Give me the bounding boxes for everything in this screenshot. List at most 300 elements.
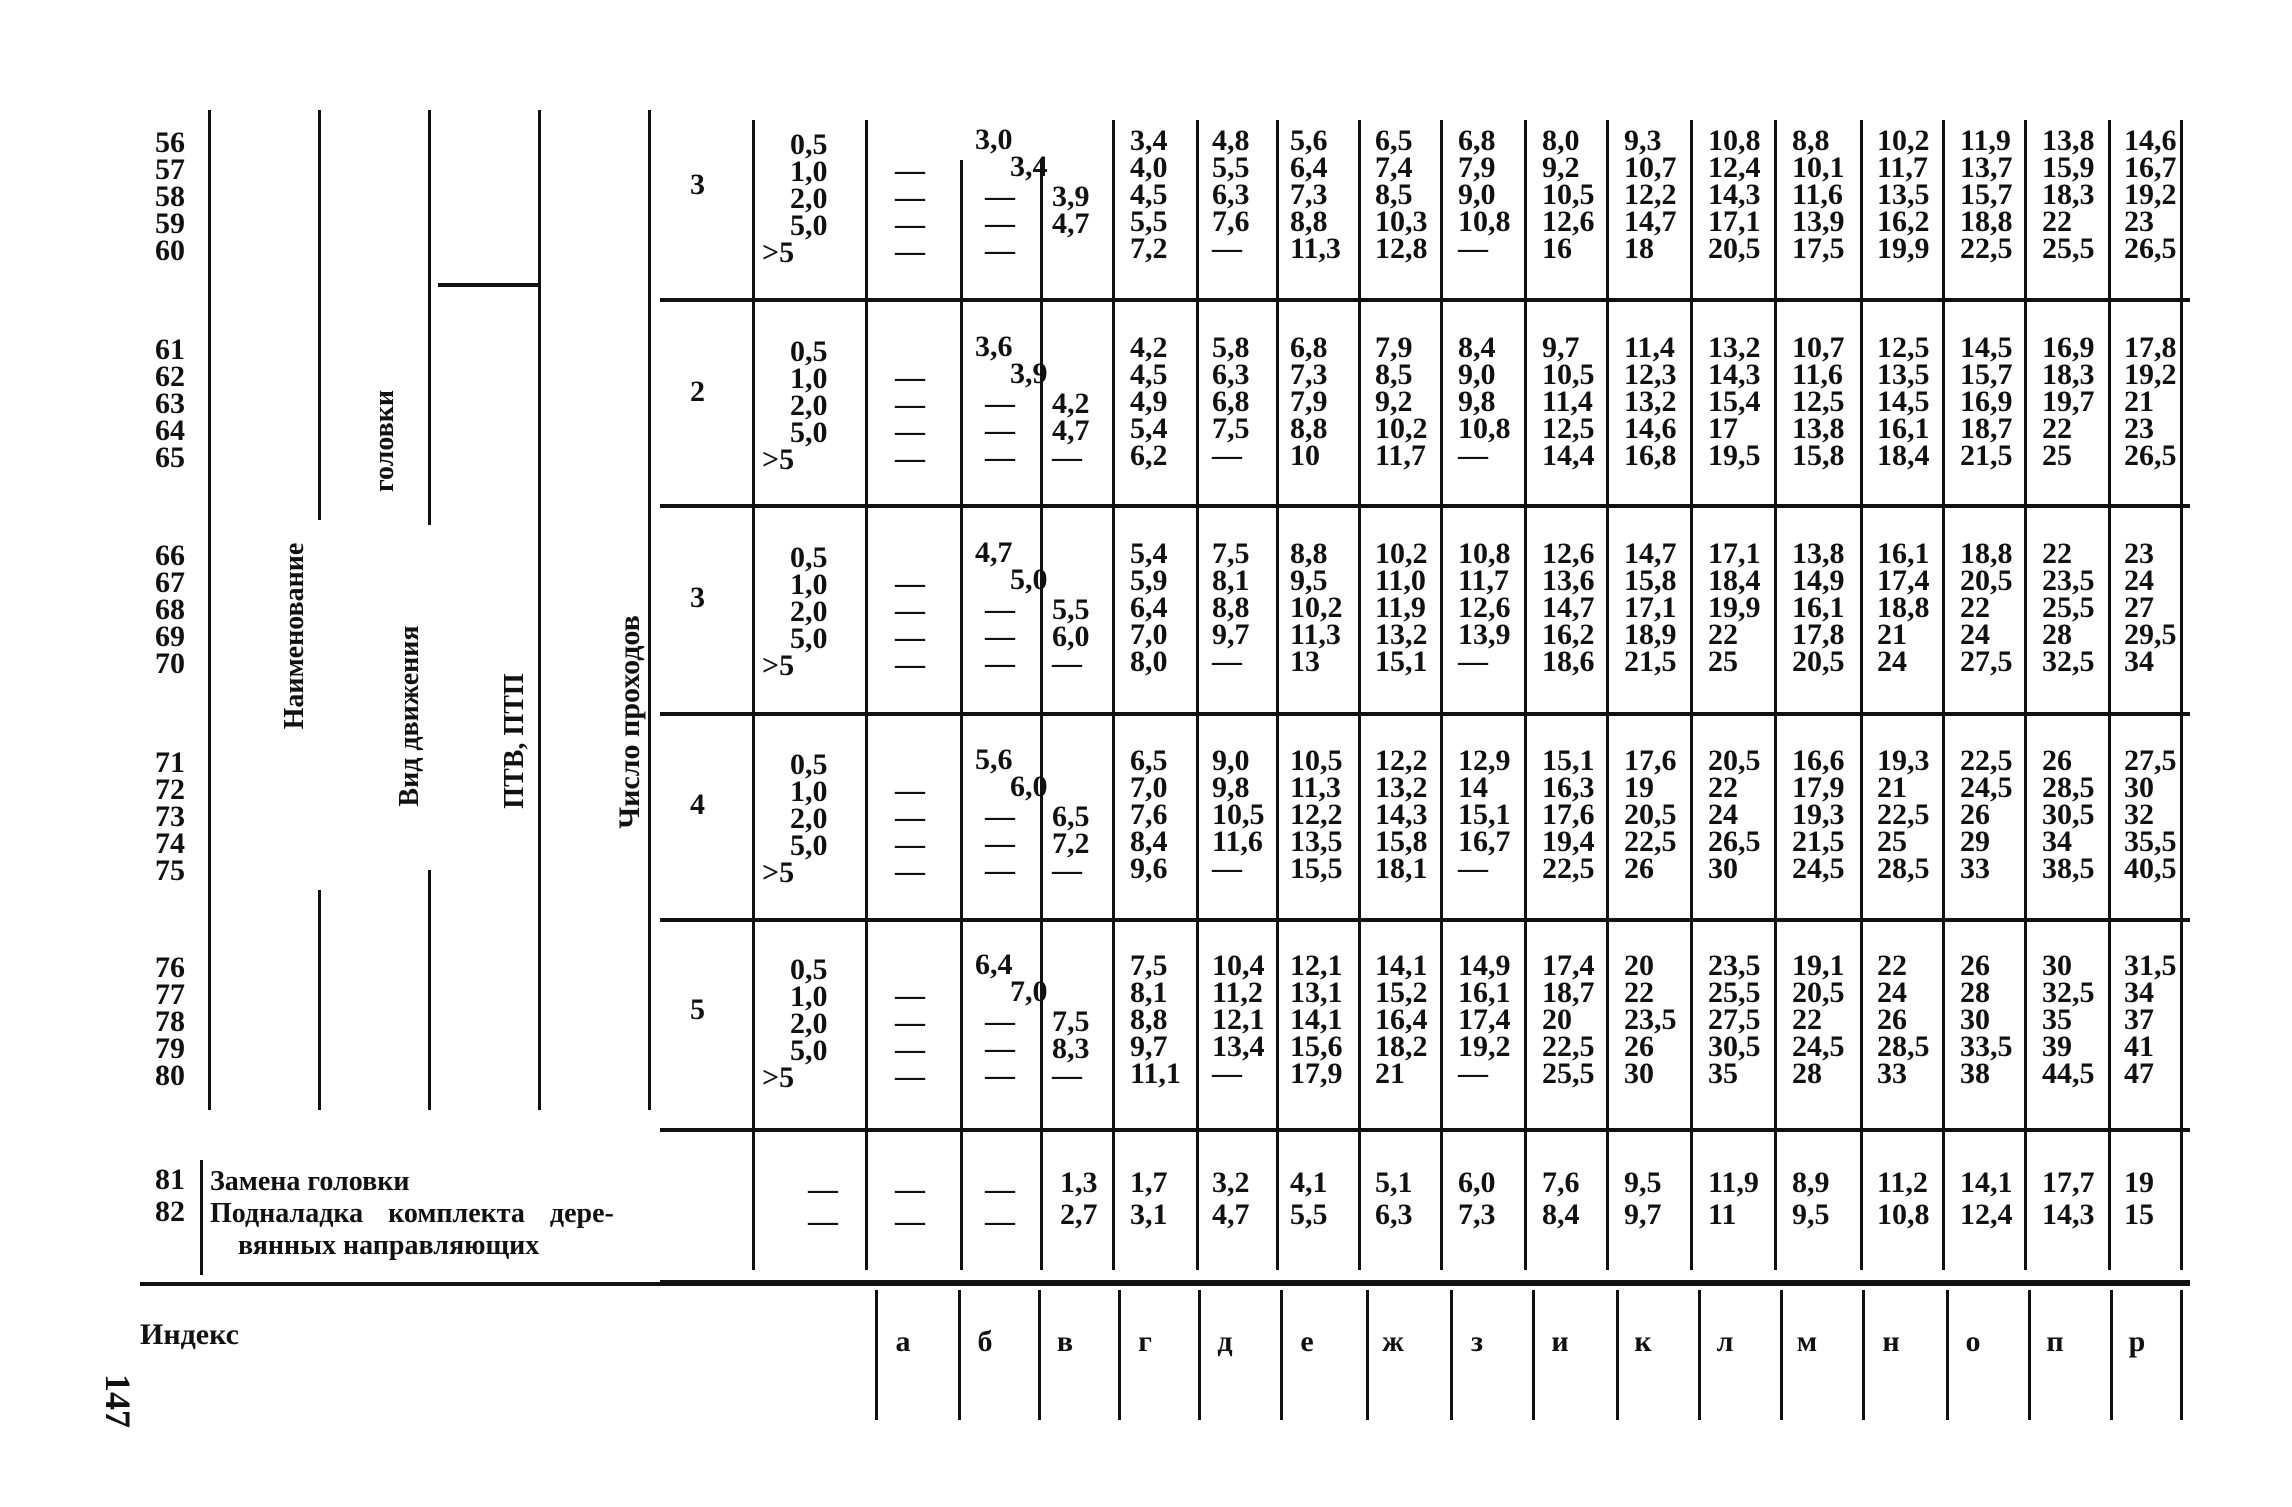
table-cell: 22,5	[1542, 1030, 1595, 1063]
index-letter: е	[1300, 1325, 1314, 1358]
column-rule	[1276, 120, 1279, 1270]
table-cell: 13,2	[1375, 618, 1428, 651]
index-column-rule	[1038, 1290, 1041, 1420]
extra-cell: 9,7	[1624, 1198, 1662, 1231]
param-value: >5	[762, 443, 795, 476]
table-cell: 15,8	[1375, 825, 1428, 858]
table-cell: 33,5	[1960, 1030, 2013, 1063]
row-number: 63	[155, 387, 185, 420]
group-separator	[660, 298, 2190, 302]
table-cell: 7,4	[1375, 151, 1413, 184]
params-rule	[752, 120, 755, 1270]
table-cell: 21	[1877, 618, 1907, 651]
table-cell: 6,3	[1212, 178, 1250, 211]
table-cell: 11,7	[1877, 151, 1928, 184]
extra-cell: 19	[2124, 1166, 2154, 1199]
dash-b: —	[985, 234, 1015, 267]
table-cell: —	[1212, 232, 1242, 265]
extra-cell: 7,3	[1458, 1198, 1496, 1231]
table-cell: 7,9	[1458, 151, 1496, 184]
table-cell: 12,5	[1792, 385, 1845, 418]
table-cell: 34	[2042, 825, 2072, 858]
dash-b: —	[985, 647, 1015, 680]
table-cell: 11,9	[1375, 591, 1426, 624]
index-label: Индекс	[140, 1318, 239, 1351]
table-cell: 7,6	[1130, 798, 1168, 831]
row-number: 62	[155, 360, 185, 393]
table-cell: 13,9	[1458, 618, 1511, 651]
table-cell: 20,5	[1960, 564, 2013, 597]
table-cell: 12,8	[1375, 232, 1428, 265]
index-letter: з	[1470, 1325, 1484, 1358]
table-cell: 13,2	[1375, 771, 1428, 804]
table-cell: 12,2	[1290, 798, 1343, 831]
extra-dash: —	[808, 1205, 838, 1238]
extra-cell: 6,0	[1458, 1166, 1496, 1199]
table-cell: 37	[2124, 1003, 2154, 1036]
extra-cell: 5,1	[1375, 1166, 1413, 1199]
index-letter: о	[1965, 1325, 1981, 1358]
column-rule	[1690, 120, 1693, 1270]
table-cell: 19,4	[1542, 825, 1595, 858]
table-cell: 9,7	[1130, 1030, 1168, 1063]
table-cell: 16,3	[1542, 771, 1595, 804]
value-v: 3,9	[1052, 180, 1090, 213]
table-cell: 25,5	[2042, 591, 2095, 624]
table-cell: 5,5	[1212, 151, 1250, 184]
index-column-rule	[1862, 1290, 1865, 1420]
table-cell: 17,4	[1877, 564, 1930, 597]
param-value: 2,0	[790, 802, 828, 835]
table-cell: 22,5	[1960, 232, 2013, 265]
value-v: 6,0	[1052, 620, 1090, 653]
row-number: 65	[155, 441, 185, 474]
table-cell: 7,0	[1130, 771, 1168, 804]
param-value: 2,0	[790, 595, 828, 628]
table-cell: 4,9	[1130, 385, 1168, 418]
passes-count: 4	[690, 788, 705, 821]
table-cell: 13,5	[1877, 358, 1930, 391]
table-cell: 22	[1708, 771, 1738, 804]
dash-a: —	[895, 154, 925, 187]
table-cell: 13,2	[1624, 385, 1677, 418]
table-cell: 33	[1960, 852, 1990, 885]
table-cell: 11,3	[1290, 232, 1341, 265]
dash-col-rule-b	[960, 160, 963, 1270]
table-cell: 34	[2124, 976, 2154, 1009]
table-cell: 19,7	[2042, 385, 2095, 418]
table-cell: 13,9	[1792, 205, 1845, 238]
table-cell: 10,5	[1542, 358, 1595, 391]
table-cell: 16	[1542, 232, 1572, 265]
row-number: 76	[155, 951, 185, 984]
value-v: 7,5	[1052, 1005, 1090, 1038]
row-number: 81	[155, 1163, 185, 1196]
index-letter: г	[1138, 1325, 1152, 1358]
value-v: —	[1052, 647, 1082, 680]
table-cell: 27,5	[1708, 1003, 1761, 1036]
table-cell: 5,5	[1130, 205, 1168, 238]
table-cell: 26,5	[1708, 825, 1761, 858]
dash-a: —	[895, 388, 925, 421]
table-cell: 10,3	[1375, 205, 1428, 238]
table-cell: 34	[2124, 645, 2154, 678]
table-cell: 12,6	[1542, 205, 1595, 238]
value-b: 3,0	[975, 123, 1013, 156]
table-cell: 21,5	[1792, 825, 1845, 858]
table-cell: 7,5	[1212, 412, 1250, 445]
column-rule	[1358, 120, 1361, 1270]
param-value: 1,0	[790, 775, 828, 808]
value-c: 5,0	[1010, 563, 1048, 596]
table-cell: 18,4	[1708, 564, 1761, 597]
table-cell: 4,8	[1212, 124, 1250, 157]
table-cell: 44,5	[2042, 1057, 2095, 1090]
table-cell: 14,7	[1624, 205, 1677, 238]
table-cell: 13,8	[2042, 124, 2095, 157]
table-cell: 19,2	[2124, 358, 2177, 391]
table-cell: 7,9	[1290, 385, 1328, 418]
param-value: >5	[762, 236, 795, 269]
table-cell: 7,2	[1130, 232, 1168, 265]
table-cell: 9,0	[1212, 744, 1250, 777]
table-cell: 16,9	[1960, 385, 2013, 418]
table-cell: 6,4	[1290, 151, 1328, 184]
value-b: 3,6	[975, 330, 1013, 363]
table-cell: 8,0	[1542, 124, 1580, 157]
extra-dash: —	[808, 1173, 838, 1206]
value-c: 7,0	[1010, 975, 1048, 1008]
column-rule	[1942, 120, 1945, 1270]
table-cell: 17	[1708, 412, 1738, 445]
table-cell: —	[1212, 645, 1242, 678]
table-cell: 15,8	[1624, 564, 1677, 597]
table-cell: 12,4	[1708, 151, 1761, 184]
row-number: 56	[155, 126, 185, 159]
extra-cell: 9,5	[1624, 1166, 1662, 1199]
row-number: 80	[155, 1059, 185, 1092]
table-cell: 12,3	[1624, 358, 1677, 391]
table-cell: 18,9	[1624, 618, 1677, 651]
table-cell: 24,5	[1792, 852, 1845, 885]
extra-cell: 3,1	[1130, 1198, 1168, 1231]
table-cell: 19	[1624, 771, 1654, 804]
table-cell: 15,9	[2042, 151, 2095, 184]
table-cell: 21,5	[1960, 439, 2013, 472]
column-rule	[1196, 120, 1199, 1270]
dash-a: —	[895, 774, 925, 807]
row-number: 58	[155, 180, 185, 213]
dash-b: —	[985, 1059, 1015, 1092]
table-cell: 18,3	[2042, 178, 2095, 211]
table-cell: 32	[2124, 798, 2154, 831]
table-cell: 14,3	[1375, 798, 1428, 831]
table-cell: 16,2	[1877, 205, 1930, 238]
table-cell: 21	[1877, 771, 1907, 804]
index-column-rule	[875, 1290, 878, 1420]
column-rule	[1524, 120, 1527, 1270]
table-cell: 15,2	[1375, 976, 1428, 1009]
table-cell: 27,5	[1960, 645, 2013, 678]
table-cell: 21	[1375, 1057, 1405, 1090]
table-cell: 17,5	[1792, 232, 1845, 265]
value-v: 7,2	[1052, 827, 1090, 860]
column-rule	[1440, 120, 1443, 1270]
table-cell: 8,1	[1212, 564, 1250, 597]
value-v: 8,3	[1052, 1032, 1090, 1065]
table-cell: 14	[1458, 771, 1488, 804]
table-cell: 25,5	[1542, 1057, 1595, 1090]
table-cell: 10,1	[1792, 151, 1845, 184]
table-cell: 22,5	[1542, 852, 1595, 885]
table-cell: 12,1	[1212, 1003, 1265, 1036]
param-value: 5,0	[790, 829, 828, 862]
table-cell: —	[1212, 439, 1242, 472]
table-cell: 18	[1624, 232, 1654, 265]
table-cell: —	[1458, 645, 1488, 678]
table-cell: 25	[1877, 825, 1907, 858]
label-81: Замена головки	[210, 1166, 410, 1197]
index-column-rule	[2110, 1290, 2113, 1420]
header-rule-2	[428, 110, 431, 525]
table-cell: 16,1	[1792, 591, 1845, 624]
table-cell: 26,5	[2124, 439, 2177, 472]
table-cell: 7,0	[1130, 618, 1168, 651]
extra-dash: —	[985, 1173, 1015, 1206]
table-cell: 12,6	[1542, 537, 1595, 570]
header-rule-3	[538, 110, 541, 1110]
extra-cell: 12,4	[1960, 1198, 2013, 1231]
extra-cell: 14,3	[2042, 1198, 2095, 1231]
group-separator	[660, 504, 2190, 508]
param-value: 0,5	[790, 541, 828, 574]
table-cell: 10,2	[1375, 537, 1428, 570]
row-number: 60	[155, 234, 185, 267]
value-v: 4,7	[1052, 207, 1090, 240]
table-cell: 16,1	[1458, 976, 1511, 1009]
extra-cell: 17,7	[2042, 1166, 2095, 1199]
table-cell: 11,6	[1212, 825, 1263, 858]
table-cell: 26	[1624, 1030, 1654, 1063]
table-cell: 7,5	[1130, 949, 1168, 982]
table-cell: 13,5	[1290, 825, 1343, 858]
table-cell: 18,8	[1960, 537, 2013, 570]
table-cell: 11,1	[1130, 1057, 1181, 1090]
header-rule-1	[318, 110, 321, 520]
table-cell: 38	[1960, 1057, 1990, 1090]
table-cell: 17,9	[1792, 771, 1845, 804]
table-cell: 24,5	[1792, 1030, 1845, 1063]
table-cell: 22	[1877, 949, 1907, 982]
dash-a: —	[895, 594, 925, 627]
table-cell: 10,2	[1375, 412, 1428, 445]
param-value: 5,0	[790, 416, 828, 449]
table-cell: 10,2	[1290, 591, 1343, 624]
param-value: 0,5	[790, 335, 828, 368]
table-cell: 8,8	[1130, 1003, 1168, 1036]
table-cell: 23	[2124, 537, 2154, 570]
value-c: 3,9	[1010, 357, 1048, 390]
table-cell: 28	[1960, 976, 1990, 1009]
row-number: 68	[155, 593, 185, 626]
dash-a: —	[895, 1060, 925, 1093]
table-cell: 19,2	[2124, 178, 2177, 211]
row-number: 66	[155, 539, 185, 572]
dash-col-rule-c	[1040, 160, 1043, 1270]
table-cell: 18,7	[1960, 412, 2013, 445]
table-cell: 24	[2124, 564, 2154, 597]
table-cell: —	[1458, 232, 1488, 265]
table-cell: 6,8	[1458, 124, 1496, 157]
table-cell: 15,1	[1458, 798, 1511, 831]
group-separator	[660, 1128, 2190, 1132]
table-cell: 7,6	[1212, 205, 1250, 238]
table-cell: 12,6	[1458, 591, 1511, 624]
index-letter: н	[1882, 1325, 1900, 1358]
value-v: —	[1052, 1059, 1082, 1092]
dash-col-rule-a	[865, 120, 868, 1270]
table-cell: 8,8	[1792, 124, 1830, 157]
index-column-rule	[1450, 1290, 1453, 1420]
extra-cell: 11,2	[1877, 1166, 1928, 1199]
header-rule-1b	[318, 890, 321, 1110]
table-cell: 17,1	[1708, 205, 1761, 238]
table-cell: 35	[2042, 1003, 2072, 1036]
table-cell: 10,2	[1877, 124, 1930, 157]
row-number: 67	[155, 566, 185, 599]
table-cell: 25	[1708, 645, 1738, 678]
table-cell: 24	[1960, 618, 1990, 651]
table-cell: 15,6	[1290, 1030, 1343, 1063]
table-cell: 14,9	[1458, 949, 1511, 982]
dash-a: —	[895, 208, 925, 241]
table-cell: 11,7	[1375, 439, 1426, 472]
table-cell: 18,4	[1877, 439, 1930, 472]
table-cell: 9,2	[1542, 151, 1580, 184]
table-cell: 13,4	[1212, 1030, 1265, 1063]
table-cell: 10,5	[1212, 798, 1265, 831]
table-cell: 16,4	[1375, 1003, 1428, 1036]
index-letter: а	[895, 1325, 911, 1358]
table-cell: 4,5	[1130, 358, 1168, 391]
table-cell: 15,8	[1792, 439, 1845, 472]
value-v: —	[1052, 854, 1082, 887]
extra-cell: 9,5	[1792, 1198, 1830, 1231]
table-cell: 17,4	[1458, 1003, 1511, 1036]
header-rule-2c	[428, 283, 431, 285]
table-cell: 15,5	[1290, 852, 1343, 885]
table-cell: 28,5	[2042, 771, 2095, 804]
extra-row-rule	[200, 1160, 203, 1275]
table-cell: 30	[2042, 949, 2072, 982]
param-value: 2,0	[790, 182, 828, 215]
dash-b: —	[985, 180, 1015, 213]
extra-cell: 11,9	[1708, 1166, 1759, 1199]
row-number: 74	[155, 827, 185, 860]
table-cell: 12,5	[1542, 412, 1595, 445]
table-cell: 13,8	[1792, 412, 1845, 445]
table-cell: —	[1458, 852, 1488, 885]
table-cell: 5,4	[1130, 412, 1168, 445]
table-cell: 14,3	[1708, 178, 1761, 211]
table-cell: —	[1458, 439, 1488, 472]
table-cell: 27	[2124, 591, 2154, 624]
extra-cell: 4,7	[1212, 1198, 1250, 1231]
table-cell: 16,1	[1877, 412, 1930, 445]
table-cell: 20,5	[1708, 744, 1761, 777]
table-cell: 6,8	[1212, 385, 1250, 418]
table-cell: 19,1	[1792, 949, 1845, 982]
index-letter: и	[1551, 1325, 1569, 1358]
dash-a: —	[895, 181, 925, 214]
table-cell: 13,8	[1792, 537, 1845, 570]
table-cell: 38,5	[2042, 852, 2095, 885]
dash-a: —	[895, 1033, 925, 1066]
table-cell: 18,6	[1542, 645, 1595, 678]
table-cell: 6,2	[1130, 439, 1168, 472]
table-cell: 17,8	[2124, 331, 2177, 364]
param-value: 2,0	[790, 1007, 828, 1040]
table-cell: 9,3	[1624, 124, 1662, 157]
table-cell: 22,5	[1624, 825, 1677, 858]
row-number: 70	[155, 647, 185, 680]
table-cell: 19,9	[1708, 591, 1761, 624]
dash-b: —	[985, 207, 1015, 240]
table-cell: 16,7	[2124, 151, 2177, 184]
table-cell: 11,4	[1624, 331, 1675, 364]
table-cell: 21,5	[1624, 645, 1677, 678]
value-v: 6,5	[1052, 800, 1090, 833]
column-rule	[2024, 120, 2027, 1270]
dash-b: —	[985, 387, 1015, 420]
table-cell: 10,7	[1792, 331, 1845, 364]
table-cell: 24	[1877, 645, 1907, 678]
index-column-rule	[1198, 1290, 1201, 1420]
table-cell: 28,5	[1877, 852, 1930, 885]
table-cell: 9,5	[1290, 564, 1328, 597]
table-cell: 14,5	[1960, 331, 2013, 364]
extra-cell: 15	[2124, 1198, 2154, 1231]
table-cell: 28	[1792, 1057, 1822, 1090]
table-cell: 23,5	[1624, 1003, 1677, 1036]
index-letter: ж	[1382, 1325, 1404, 1358]
table-cell: 9,8	[1458, 385, 1496, 418]
dash-a: —	[895, 979, 925, 1012]
table-cell: 30,5	[2042, 798, 2095, 831]
dash-a: —	[895, 648, 925, 681]
index-letter: к	[1634, 1325, 1652, 1358]
dash-a: —	[895, 415, 925, 448]
table-cell: 16,2	[1542, 618, 1595, 651]
dash-b: —	[985, 800, 1015, 833]
index-letter: п	[2046, 1325, 2064, 1358]
table-cell: 13,5	[1877, 178, 1930, 211]
extra-value-v: 1,3	[1060, 1166, 1098, 1199]
table-cell: 14,5	[1877, 385, 1930, 418]
table-cell: 9,2	[1375, 385, 1413, 418]
table-cell: 9,7	[1542, 331, 1580, 364]
param-value: 1,0	[790, 568, 828, 601]
table-cell: 20,5	[1792, 645, 1845, 678]
value-b: 5,6	[975, 743, 1013, 776]
table-cell: 29	[1960, 825, 1990, 858]
extra-value-v: 2,7	[1060, 1198, 1098, 1231]
table-cell: 22	[2042, 412, 2072, 445]
table-cell: 11,4	[1542, 385, 1593, 418]
row-number: 61	[155, 333, 185, 366]
table-cell: 11,6	[1792, 358, 1843, 391]
table-cell: 16,6	[1792, 744, 1845, 777]
